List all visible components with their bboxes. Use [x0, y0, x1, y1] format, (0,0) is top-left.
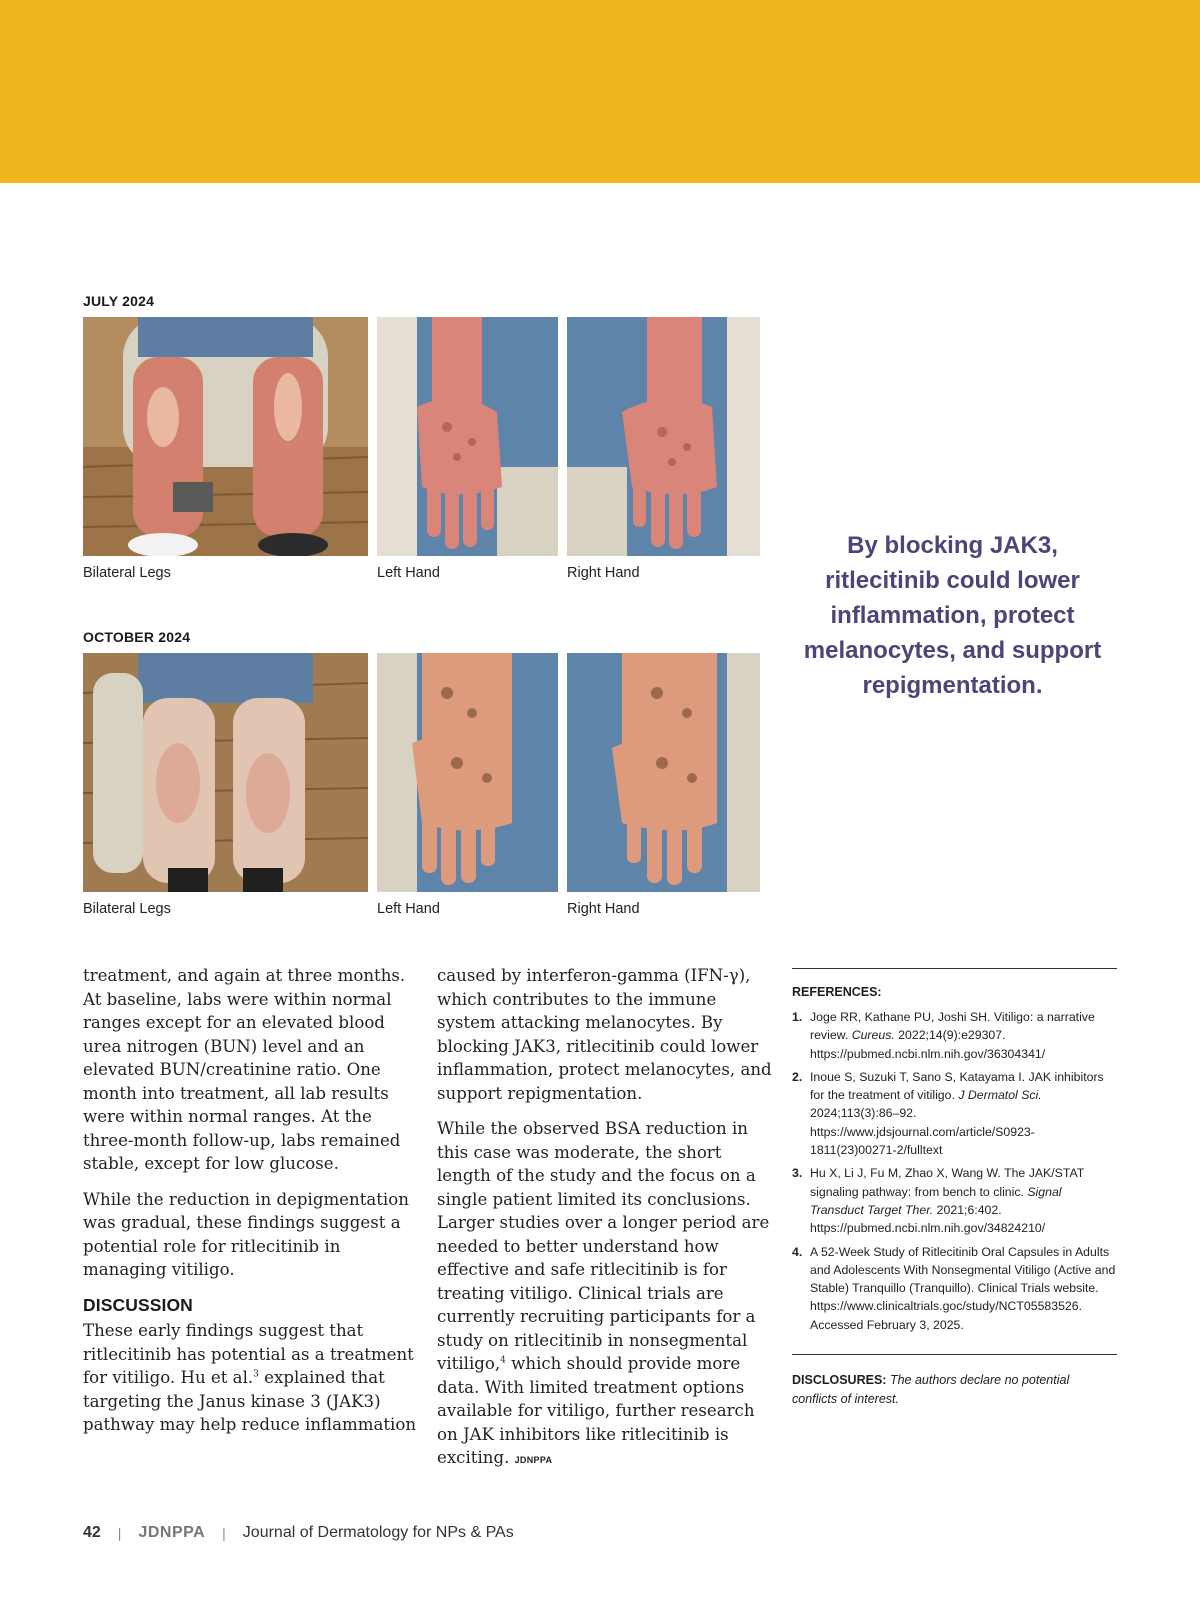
journal-name: Journal of Dermatology for NPs & PAs: [242, 1524, 514, 1541]
reference-item: [792, 1008, 1117, 1063]
citation-superscript: 4: [500, 1355, 506, 1366]
caption-october-left-hand: Left Hand: [377, 901, 440, 917]
photo-july-right-hand: [567, 317, 760, 556]
footer-separator: |: [222, 1525, 226, 1541]
footer-separator: |: [117, 1525, 122, 1541]
page-footer: [83, 1524, 514, 1542]
body-paragraph: treatment, and again at three months. At baseline, labs were within normal ranges except for an elevated blood urea nitrogen (BUN) level and an elevated BUN/creatinine ratio. One month into treatment, all lab results were within normal ranges. At the three-month follow-up, labs remained stable, except for low glucose.: [83, 966, 406, 1173]
photo-october-right-hand: [567, 653, 760, 892]
body-column-2: [437, 964, 772, 1473]
header-color-band: [0, 0, 1200, 183]
disclosures-text: The authors declare no potential conflicts of interest.: [792, 1373, 1070, 1406]
reference-item: [792, 1164, 1117, 1237]
reference-text: Hu X, Li J, Fu M, Zhao X, Wang W. The JAK/STAT signaling pathway: from bench to clinic. Signal Transduct Target Ther. 2021;6:402. https://pubmed.ncbi.nlm.nih.gov/34824210/: [810, 1166, 1085, 1236]
end-mark: JDNPPA: [514, 1455, 553, 1465]
photo-october-left-hand: [377, 653, 558, 892]
disclosures-label: DISCLOSURES:: [792, 1373, 887, 1388]
photo-july-bilateral-legs: [83, 317, 368, 556]
reference-text: A 52-Week Study of Ritlecitinib Oral Capsules in Adults and Adolescents With Nonsegmental Vitiligo (Active and Stable) Tranquillo (Tranquillo). Clinical Trials website. https://www.clinicaltrials.goc/study/NCT05583526. Accessed February 3, 2025.: [810, 1244, 1116, 1332]
page-number: 42: [83, 1524, 101, 1541]
reference-number: 1.: [792, 1010, 803, 1024]
caption-july-legs: Bilateral Legs: [83, 565, 171, 581]
july-2024-label: JULY 2024: [83, 293, 155, 309]
photo-october-bilateral-legs: [83, 653, 368, 892]
references-section: [792, 968, 1117, 1408]
body-paragraph: [437, 1117, 772, 1473]
reference-number: 2.: [792, 1069, 803, 1084]
body-text: which should provide more data. With limited treatment options available for vitiligo, further research on JAK inhibitors like ritlecitinib is exciting.: [437, 1354, 755, 1467]
disclosures: [792, 1371, 1117, 1408]
journal-abbreviation: JDNPPA: [138, 1524, 206, 1541]
reference-number: 4.: [792, 1244, 803, 1259]
caption-october-legs: Bilateral Legs: [83, 901, 171, 917]
body-paragraph: While the reduction in depigmentation was gradual, these findings suggest a potential role for ritlecitinib in managing vitiligo.: [83, 1189, 409, 1279]
divider: [792, 968, 1117, 969]
body-column-1: [83, 964, 418, 1437]
caption-july-right-hand: Right Hand: [567, 565, 640, 581]
divider: [792, 1354, 1117, 1355]
reference-text: Joge RR, Kathane PU, Joshi SH. Vitiligo: a narrative review. Cureus. 2022;14(9):e29307. https://pubmed.ncbi.nlm.nih.gov/36304341/: [810, 1010, 1095, 1061]
reference-item: [792, 1068, 1117, 1159]
october-2024-label: OCTOBER 2024: [83, 629, 191, 645]
reference-text: Inoue S, Suzuki T, Sano S, Katayama I. JAK inhibitors for the treatment of vitiligo. J Dermatol Sci. 2024;113(3):86–92. https://www.jdsjournal.com/article/S0923-1811(23)00271-2/fulltext: [810, 1069, 1104, 1158]
body-paragraph: [83, 1319, 418, 1437]
reference-item: [792, 1243, 1117, 1334]
body-paragraph: caused by interferon-gamma (IFN-γ), which contributes to the immune system attacking melanocytes. By blocking JAK3, ritlecitinib could lower inflammation, protect melanocytes, and support repigmentation.: [437, 966, 772, 1103]
reference-number: 3.: [792, 1166, 803, 1181]
pull-quote: By blocking JAK3, ritlecitinib could lower inflammation, protect melanocytes, and support repigmentation.: [803, 532, 1102, 699]
body-text: While the observed BSA reduction in this case was moderate, the short length of the study and the focus on a single patient limited its conclusions. Larger studies over a longer period are needed to better understand how effective and safe ritlecitinib is for treating vitiligo. Clinical trials are currently recruiting participants for a study on ritlecitinib in nonsegmental vitiligo,: [437, 1119, 770, 1373]
caption-october-right-hand: Right Hand: [567, 901, 640, 917]
citation-superscript: 3: [253, 1369, 259, 1380]
discussion-heading: DISCUSSION: [83, 1294, 193, 1315]
body-text: These early findings suggest that ritlecitinib has potential as a treatment for vitiligo. Hu et al.: [83, 1321, 414, 1387]
references-heading: REFERENCES:: [792, 985, 882, 999]
body-text: explained that targeting the Janus kinase 3 (JAK3) pathway may help reduce inflammation: [83, 1368, 417, 1434]
photo-july-left-hand: [377, 317, 558, 556]
caption-july-left-hand: Left Hand: [377, 565, 440, 581]
